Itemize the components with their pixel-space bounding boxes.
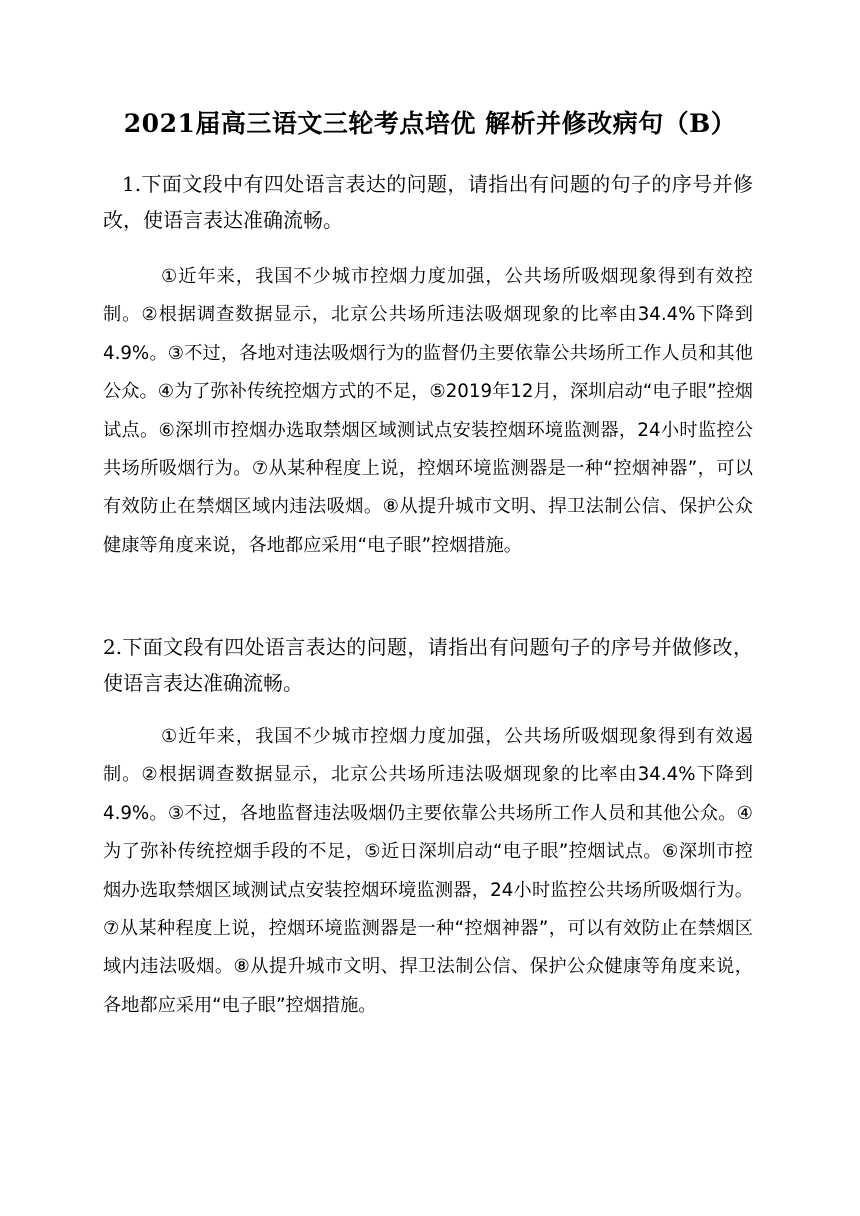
question-1-passage: ①近年来，我国不少城市控烟力度加强，公共场所吸烟现象得到有效控制。②根据调查数据显示，北京公共场所违法吸烟现象的比率由34.4%下降到4.9%。③不过，各地对违法吸烟行为的监督仍主要依靠公共场所工作人员和其他公众。④为了弥补传统控烟方式的不足，⑤2019年12月，深圳启动“电子眼”控烟试点。⑥深圳市控烟办选取禁烟区域测试点安装控烟环境监测器，24小时监控公共场所吸烟行为。⑦从某种程度上说，控烟环境监测器是一种“控烟神器”，可以有效防止在禁烟区域内违法吸烟。⑧从提升城市文明、捍卫法制公信、保护公众健康等角度来说，各地都应采用“电子眼”控烟措施。 [103, 266, 753, 556]
question-2-passage: ①近年来，我国不少城市控烟力度加强，公共场所吸烟现象得到有效遏制。②根据调查数据显示，北京公共场所违法吸烟现象的比率由34.4%下降到4.9%。③不过，各地监督违法吸烟仍主要依靠公共场所工作人员和其他公众。④为了弥补传统控烟手段的不足，⑤近日深圳启动“电子眼”控烟试点。⑥深圳市控烟办选取禁烟区域测试点安装控烟环境监测器，24小时监控公共场所吸烟行为。⑦从某种程度上说，控烟环境监测器是一种“控烟神器”，可以有效防止在禁烟区域内违法吸烟。⑧从提升城市文明、捍卫法制公信、保护公众健康等角度来说，各地都应采用“电子眼”控烟措施。 [103, 726, 753, 1016]
question-1-prompt: 1.下面文段中有四处语言表达的问题，请指出有问题的句子的序号并修改，使语言表达准确流畅。 [103, 172, 753, 232]
document-title: 2021届高三语文三轮考点培优 解析并修改病句（B） [123, 109, 737, 138]
question-2-prompt: 2.下面文段有四处语言表达的问题，请指出有问题句子的序号并做修改，使语言表达准确流畅。 [103, 635, 753, 695]
